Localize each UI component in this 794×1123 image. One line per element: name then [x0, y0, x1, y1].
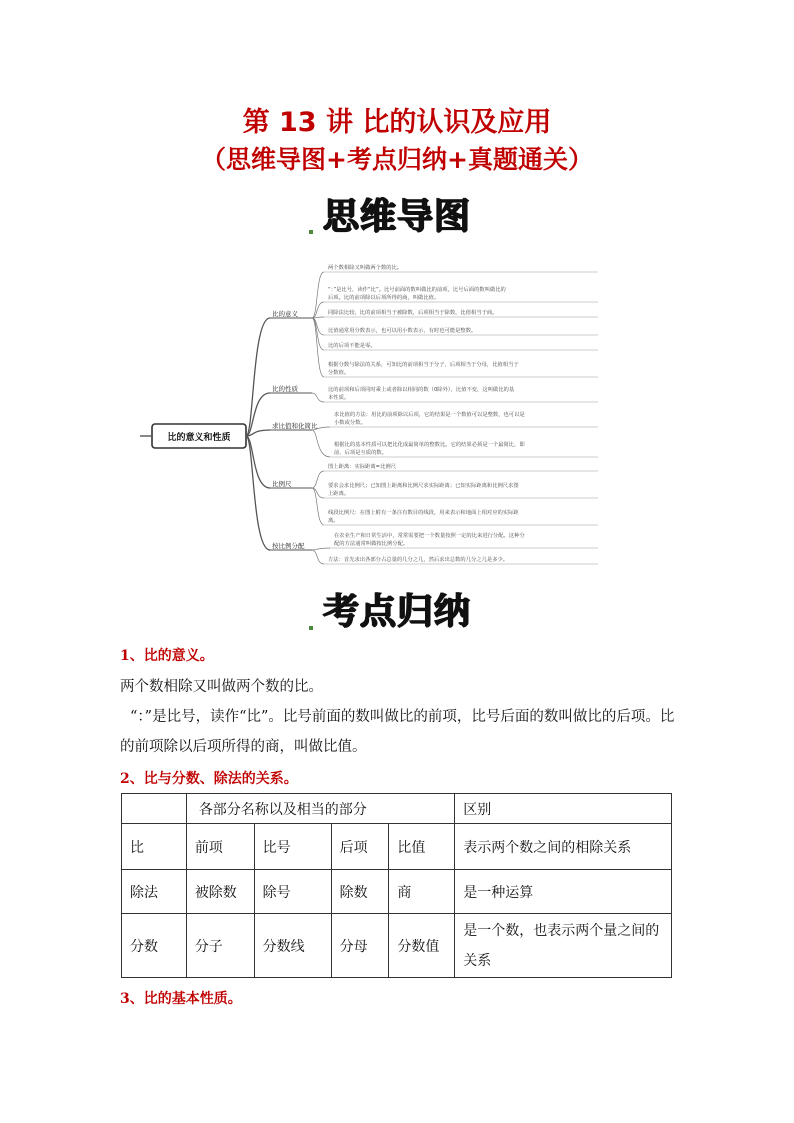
mindmap-leaf-connector [312, 272, 324, 318]
table-cell: 除号 [254, 870, 331, 914]
comparison-table [121, 793, 672, 978]
section-1-paragraph-1: 两个数相除又叫做两个数的比。 [120, 679, 323, 695]
mindmap-leaf-text: 两个数相除又叫做两个数的比。 [328, 265, 403, 271]
mindmap-branch-label: 比的性质 [272, 385, 298, 393]
section-2-heading: 2、比与分数、除法的关系。 [120, 771, 298, 787]
mindmap-leaf-connector [312, 318, 324, 377]
section-3-heading: 3、比的基本性质。 [120, 991, 242, 1007]
mindmap-root-label: 比的意义和性质 [167, 433, 231, 443]
table-cell: 比号 [254, 824, 331, 870]
mindmap-leaf-text: 配的方法通常叫做按比例分配。 [334, 541, 409, 547]
table-cell: 除数 [331, 870, 389, 914]
green-marker-icon [309, 626, 313, 630]
mindmap-branch-label: 比的意义 [272, 310, 298, 318]
mindmap-branch-label: 比例尺 [272, 480, 292, 488]
table-header-cell: 各部分名称以及相当的部分 [186, 794, 454, 824]
mindmap-branch-connector [246, 318, 270, 436]
mindmap-branch-label: 按比例分配 [272, 542, 305, 550]
table-cell: 前项 [186, 824, 254, 870]
table-cell: 分母 [331, 914, 389, 978]
mindmap-leaf-text: 图上距离：实际距离=比例尺 [328, 464, 397, 470]
mindmap-leaf-text: 本性质。 [328, 395, 350, 401]
page-subtitle: （思维导图+考点归纳+真题通关） [201, 145, 593, 174]
table-header-cell: 区别 [455, 794, 672, 824]
table-row [122, 870, 672, 914]
table-row [122, 824, 672, 870]
table-cell: 被除数 [186, 870, 254, 914]
mindmap-leaf-text: 前、后项是互质的数。 [334, 450, 387, 456]
green-marker-icon [309, 230, 313, 234]
mindmap-leaf-connector [312, 548, 330, 550]
table-cell: 商 [389, 870, 455, 914]
table-cell: 比 [122, 824, 187, 870]
mindmap-leaf-text: 同除法比较，比的前项相当于被除数，后项相当于除数，比值相当于商。 [328, 310, 498, 316]
mindmap-leaf-connector [312, 550, 324, 564]
mindmap-leaf-text: 比的前项和后项同时乘上或者除以相同的数（0除外），比值不变，这叫做比的基 [328, 387, 515, 393]
mindmap-leaf-text: 在农业生产和日常生活中，常常需要把一个数量按照一定的比来进行分配。这种分 [334, 533, 525, 539]
mindmap-leaf-connector [312, 488, 324, 525]
table-cell: 分子 [186, 914, 254, 978]
page-title: 第 13 讲 比的认识及应用 [242, 107, 552, 138]
mindmap-leaf-text: 根据分数与除法的关系，可知比的前项相当于分子，后项相当于分母，比值相当于 [328, 362, 519, 368]
table-cell: 除法 [122, 870, 187, 914]
mindmap-leaf-connector [312, 393, 324, 402]
mindmap-leaf-text: 小数或分数。 [334, 420, 366, 426]
mindmap-leaf-text: 要求会求比例尺；已知图上距离和比例尺求实际距离；已知实际距离和比例尺求图 [328, 483, 519, 489]
mindmap-leaf-text: 求比值的方法：用比的前项除以后项，它的结果是一个数值可以是整数，也可以是 [334, 412, 525, 418]
table-cell: 分数线 [254, 914, 331, 978]
mindmap-leaf-text: 离。 [328, 518, 339, 524]
mindmap-leaf-connector [312, 318, 324, 350]
mindmap-leaf-connector [312, 471, 324, 488]
table-cell [122, 794, 187, 824]
section-1-paragraph-2: “：”是比号，读作“比”。比号前面的数叫做比的前项，比号后面的数叫做比的后项。比的前项除以后项所得的商，叫做比值。 [120, 709, 675, 755]
mindmap-banner: 思维导图 [322, 196, 471, 237]
table-cell: 后项 [331, 824, 389, 870]
table-cell: 表示两个数之间的相除关系 [455, 824, 672, 870]
mindmap-branch-label: 求比值和化简比 [272, 422, 318, 430]
key-points-banner: 考点归纳 [322, 591, 471, 632]
mindmap-branch-connector [246, 436, 270, 550]
mindmap-leaf-text: 比值通常用分数表示，也可以用小数表示，有时也可能是整数。 [328, 328, 477, 334]
table-cell: 是一个数，也表示两个量之间的关系 [455, 914, 672, 978]
mindmap-leaf-text: 比的后项不能是零。 [328, 343, 376, 349]
mind-map [130, 250, 610, 570]
mindmap-leaf-text: “：”是比号，读作“比”。比号前面的数叫做比的前项，比号后面的数叫做比的 [328, 287, 506, 293]
mindmap-leaf-text: 线段比例尺：在图上附有一条注有数目的线段，用来表示和地面上相对应的实际距 [328, 510, 519, 516]
mindmap-leaf-text: 上距离。 [328, 491, 350, 497]
mindmap-leaf-text: 分数值。 [328, 370, 350, 376]
table-cell: 分数值 [389, 914, 455, 978]
table-cell: 是一种运算 [455, 870, 672, 914]
mindmap-leaf-text: 后项。比的前项除以后项所得的商，叫做比值。 [328, 295, 440, 301]
table-header-row [122, 794, 672, 824]
mindmap-leaf-text: 根据比的基本性质可以把比化成最简单的整数比。它的结果必须是一个最简比，即 [334, 442, 525, 448]
mindmap-leaf-connector [312, 430, 330, 457]
section-1-heading: 1、比的意义。 [120, 648, 214, 664]
table-cell: 比值 [389, 824, 455, 870]
table-row [122, 914, 672, 978]
table-cell: 分数 [122, 914, 187, 978]
mindmap-leaf-text: 方法：首先求出各部分占总量的几分之几，然后求出总数的几分之几是多少。 [328, 557, 509, 563]
